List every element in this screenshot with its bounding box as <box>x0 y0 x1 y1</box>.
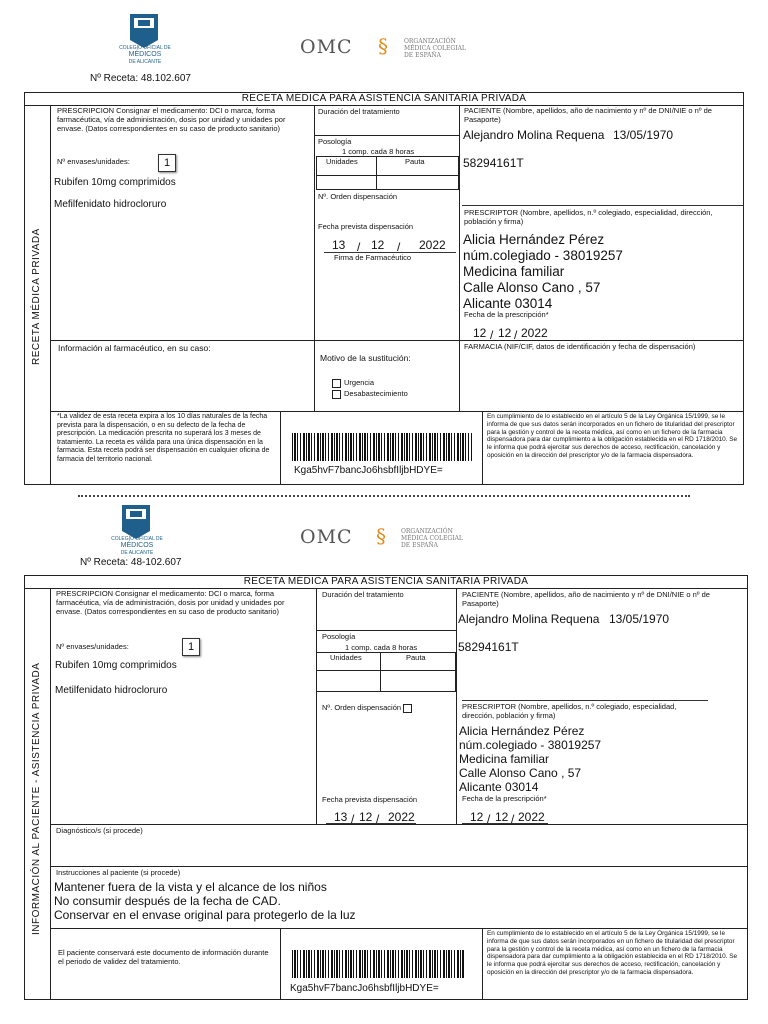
fecha-prescripcion-mes: 12 <box>498 326 512 340</box>
orden-label <box>322 703 415 713</box>
instruccion-item: Conservar en el envase original para protegerlo de la luz <box>54 908 356 922</box>
omc-logo-icon: § <box>376 524 386 548</box>
desabastecimiento-checkbox[interactable] <box>332 390 341 399</box>
bottom-form-title: RECETA MÉDICA PARA ASISTENCIA SANITARIA PRIVADA <box>243 576 529 587</box>
receta-number: Nº Receta: 48-102.607 <box>80 557 182 568</box>
paciente-documento: 58294161T <box>463 156 524 170</box>
urgencia-label: Urgencia <box>344 378 375 387</box>
bottom-side-label: INFORMACIÓN AL PACIENTE - ASISTENCIA PRIVADA <box>31 662 42 935</box>
principio-activo: Mefilfenidato hidrocloruro <box>54 199 167 210</box>
fecha-prescripcion-mes: 12 <box>495 810 509 824</box>
top-form-title: RECETA MÉDICA PARA ASISTENCIA SANITARIA PRIVADA <box>241 93 527 104</box>
posologia-value: 1 comp. cada 8 horas <box>345 643 418 652</box>
prescriptor-direccion: Calle Alonso Cano , 57 <box>459 766 582 780</box>
fecha-prevista-anio: 2022 <box>388 810 415 824</box>
college-line: DE ALICANTE <box>120 550 154 556</box>
top-side-label: RECETA MÉDICA PRIVADA <box>31 228 42 365</box>
fecha-prevista-label: Fecha prevista dispensación <box>322 795 418 804</box>
prescriptor-especialidad: Medicina familiar <box>463 264 565 279</box>
fecha-sep: / <box>397 240 401 254</box>
fecha-prescripcion-anio: 2022 <box>518 810 545 824</box>
orden-label: Nº. Orden dispensación <box>318 192 398 201</box>
cut-line <box>78 495 690 497</box>
desabastecimiento-label: Desabastecimiento <box>344 389 408 398</box>
fecha-sep: / <box>376 812 380 826</box>
prescripcion-label: PRESCRIPCION Consignar el medicamento: DCI o marca, forma farmacéutica, vía de administración, dosis por unidad y unidades por envase. (Datos correspondientes en su caso de producto sanitario) <box>57 106 286 133</box>
paciente-nombre: Alejandro Molina Requena <box>458 612 600 626</box>
fecha-prevista-mes: 12 <box>359 810 373 824</box>
barcode-code: Kga5hvF7bancJo6hsbfIljbHDYE= <box>294 465 443 476</box>
orden-checkbox[interactable] <box>403 704 412 713</box>
paciente-label: PACIENTE (Nombre, apellidos, año de nacimiento y nº de DNI/NIE o nº de Pasaporte) <box>462 590 710 608</box>
omc-subtitle <box>404 38 466 59</box>
omc-logo-icon: § <box>378 34 388 58</box>
medicamento: Rubifen 10mg comprimidos <box>54 177 176 188</box>
motivo-sustitucion-label: Motivo de la sustitución: <box>320 353 411 363</box>
urgencia-option <box>332 378 374 388</box>
envases-value: 1 <box>182 638 200 656</box>
envases-label: Nº envases/unidades: <box>57 157 130 166</box>
college-name <box>116 45 174 65</box>
pauta-label: Pauta <box>406 653 426 662</box>
omc-logo-text: OMC <box>300 526 353 548</box>
barcode-code: Kga5hvF7bancJo6hsbfIljbHDYE= <box>290 983 439 994</box>
farmacia-label: FARMACIA (NIF/CIF, datos de identificación y fecha de dispensación) <box>464 342 696 351</box>
omc-sub-line: DE ESPAÑA <box>401 542 438 549</box>
fecha-sep: / <box>351 812 355 826</box>
desabastecimiento-option <box>332 389 408 399</box>
prescriptor-especialidad: Medicina familiar <box>459 752 550 766</box>
firma-farmaceutico-label: Firma de Farmacéutico <box>334 253 412 262</box>
college-line: COLEGIO OFICIAL DE <box>119 45 171 51</box>
fecha-prescripcion-label: Fecha de la prescripción* <box>462 794 547 803</box>
omc-sub-line: ORGANIZACIÓN <box>401 528 453 535</box>
prescriptor-label: PRESCRIPTOR (Nombre, apellidos, n.º colegiado, especialidad, dirección, población y firma) <box>464 208 713 226</box>
prescripcion-label: PRESCRIPCION Consignar el medicamento: DCI o marca, forma farmacéutica, vía de administración, dosis por unidad y unidades por envase. (Datos correspondientes en su caso de producto sanitario) <box>56 589 285 616</box>
envases-label: Nº envases/unidades: <box>56 642 129 651</box>
orden-label-text: Nº. Orden dispensación <box>322 703 402 712</box>
paciente-label: PACIENTE (Nombre, apellidos, año de nacimiento y nº de DNI/NIE o nº de Pasaporte) <box>464 106 712 124</box>
college-line: COLEGIO OFICIAL DE <box>111 536 163 542</box>
fecha-sep: / <box>487 812 491 826</box>
prescriptor-colegiado: núm.colegiado - 38019257 <box>463 248 623 263</box>
paciente-documento: 58294161T <box>458 640 519 654</box>
urgencia-checkbox[interactable] <box>332 379 341 388</box>
fecha-sep: / <box>514 328 518 342</box>
conservara-text: El paciente conservará este documento de información durante el periodo de validez del tratamiento. <box>58 948 269 966</box>
prescriptor-direccion: Calle Alonso Cano , 57 <box>463 280 601 295</box>
fecha-prevista-mes: 12 <box>371 238 385 252</box>
prescriptor-ciudad: Alicante 03014 <box>459 780 539 794</box>
fecha-prescripcion-anio: 2022 <box>521 326 548 340</box>
pauta-label: Pauta <box>405 157 425 166</box>
college-name <box>108 536 166 556</box>
duracion-label: Duración del tratamiento <box>318 107 400 116</box>
prescriptor-ciudad: Alicante 03014 <box>463 296 553 311</box>
posologia-label: Posología <box>322 632 356 641</box>
prescriptor-colegiado: núm.colegiado - 38019257 <box>459 738 602 752</box>
medicamento: Rubifen 10mg comprimidos <box>55 660 177 671</box>
fecha-sep: / <box>357 240 361 254</box>
envases-value: 1 <box>158 154 176 172</box>
fecha-prevista-dia: 13 <box>334 810 348 824</box>
unidades-label: Unidades <box>326 157 358 166</box>
prescriptor-label: PRESCRIPTOR (Nombre, apellidos, n.º colegiado, especialidad, dirección, población y firma) <box>462 702 677 720</box>
college-line: MÉDICOS <box>128 51 162 58</box>
college-line: DE ALICANTE <box>128 59 162 65</box>
paciente-fecha-nacimiento: 13/05/1970 <box>609 612 670 626</box>
posologia-value: 1 comp. cada 8 horas <box>342 147 415 156</box>
posologia-label: Posología <box>318 137 352 146</box>
fecha-prescripcion-dia: 12 <box>470 810 484 824</box>
omc-sub-line: MÉDICA COLEGIAL <box>401 535 463 542</box>
fecha-sep: / <box>511 812 515 826</box>
validez-text: *La validez de esta receta expira a los 10 días naturales de la fecha prevista para la dispensación, o en su defecto de la fecha de prescripción. La medicación prescrita no superará los 3 meses de tratamiento. La receta es válida para una única dispensación en la farmacia. Esta receta podrá ser dispensación en cualquier oficina de farmacia del territorio nacional. <box>57 413 270 463</box>
omc-subtitle <box>401 528 463 549</box>
instruccion-item: No consumir después de la fecha de CAD. <box>54 894 281 908</box>
fecha-prescripcion-dia: 12 <box>473 326 487 340</box>
instrucciones-label: Instrucciones al paciente (si procede) <box>56 868 181 877</box>
fecha-prevista-anio: 2022 <box>419 238 446 252</box>
duracion-label: Duración del tratamiento <box>322 590 404 599</box>
barcode <box>292 433 472 461</box>
fecha-prescripcion-label: Fecha de la prescripción* <box>464 310 549 319</box>
paciente-fecha-nacimiento: 13/05/1970 <box>613 128 674 142</box>
lopd-text: En cumplimiento de lo establecido en el artículo 5 de la Ley Orgánica 15/1999, se le informa de que sus datos serán incorporados en un fichero de titularidad del prescriptor para la gestión y control de la receta médica, así como en un fichero de la farmacia dispensadora para dar cumplimiento a la obligación establecida en el RD 1718/2010. Se le informa que podrá ejercitar sus derechos de acceso, rectificación, cancelación y oposición en la dirección del prescriptor y/o de la farmacia dispensadora. <box>487 413 738 459</box>
omc-logo-text: OMC <box>300 36 353 58</box>
college-line: MÉDICOS <box>120 542 154 549</box>
instruccion-item: Mantener fuera de la vista y el alcance de los niños <box>54 880 327 894</box>
paciente-nombre: Alejandro Molina Requena <box>463 128 605 142</box>
diagnostico-label: Diagnóstico/s (si procede) <box>56 826 143 835</box>
omc-sub-line: ORGANIZACIÓN <box>404 38 456 45</box>
fecha-prevista-dia: 13 <box>332 238 346 252</box>
lopd-text: En cumplimiento de lo establecido en el artículo 5 de la Ley Orgánica 15/1999, se le informa de que sus datos serán incorporados en un fichero de titularidad del prescriptor para la gestión y control de la receta médica, así como en un fichero de la farmacia dispensadora para dar cumplimiento a la obligación establecida en el RD 1718/2010. Se le informa que podrá ejercitar sus derechos de acceso, rectificación, cancelación y oposición en la dirección del prescriptor y/o de la farmacia dispensadora. <box>487 930 738 976</box>
fecha-prevista-label: Fecha prevista dispensación <box>318 222 414 231</box>
principio-activo: Metilfenidato hidrocloruro <box>55 685 168 696</box>
info-farmaceutico-label: Información al farmacéutico, en su caso: <box>58 343 211 353</box>
unidades-label: Unidades <box>330 653 362 662</box>
omc-sub-line: MÉDICA COLEGIAL <box>404 45 466 52</box>
barcode <box>292 950 464 978</box>
prescriptor-nombre: Alicia Hernández Pérez <box>459 724 585 738</box>
receta-number: Nº Receta: 48.102.607 <box>90 73 191 84</box>
fecha-sep: / <box>490 328 494 342</box>
omc-sub-line: DE ESPAÑA <box>404 52 441 59</box>
prescriptor-nombre: Alicia Hernández Pérez <box>463 232 605 247</box>
